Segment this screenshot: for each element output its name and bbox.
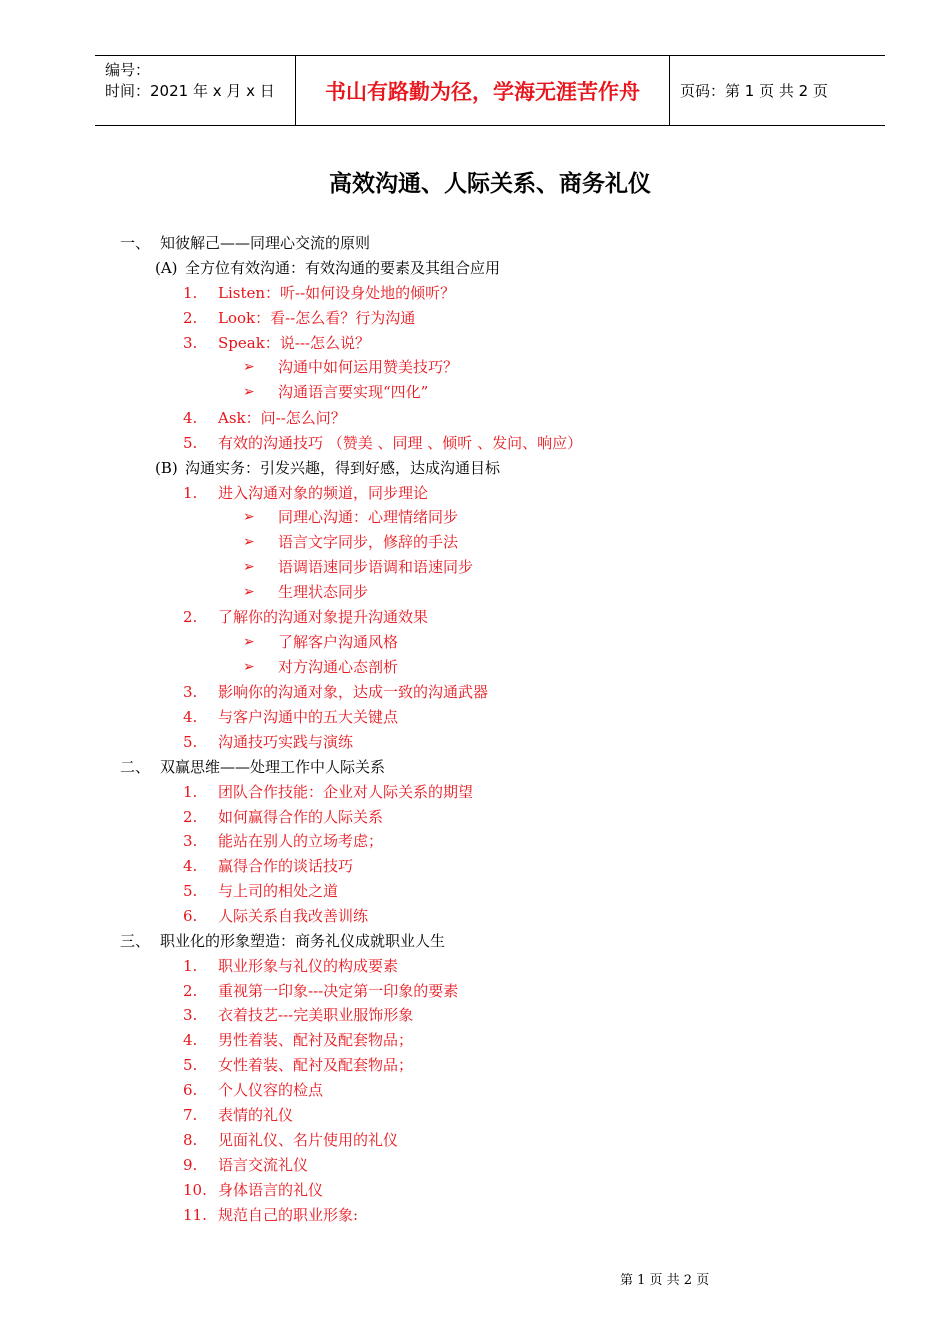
item-text: 规范自己的职业形象: xyxy=(218,1206,359,1224)
item-text: 赢得合作的谈话技巧 xyxy=(218,857,354,875)
item-text: Speak：说---怎么说？ xyxy=(218,334,370,352)
page-header xyxy=(95,55,885,126)
item-number: 1. xyxy=(183,957,198,975)
item-number: 11. xyxy=(183,1206,207,1224)
section-text: 知彼解己——同理心交流的原则 xyxy=(160,234,371,252)
item-number: 5. xyxy=(183,882,198,900)
item-text: 语言交流礼仪 xyxy=(218,1156,309,1174)
item-number: 3. xyxy=(183,1006,198,1024)
section-number: 三、 xyxy=(120,932,151,950)
section-text: 职业化的形象塑造：商务礼仪成就职业人生 xyxy=(160,932,446,950)
arrow-bullet-icon: ➢ xyxy=(243,559,255,575)
item-number: 1. xyxy=(183,783,198,801)
item-text: 能站在别人的立场考虑； xyxy=(218,832,384,850)
item-number: 4. xyxy=(183,708,198,726)
item-text: Listen：听--如何设身处地的倾听？ xyxy=(218,284,456,302)
header-motto: 书山有路勤为径，学海无涯苦作舟 xyxy=(296,56,670,125)
item-text: 个人仪容的检点 xyxy=(218,1081,324,1099)
bullet-text: 生理状态同步 xyxy=(278,583,369,601)
item-text: 人际关系自我改善训练 xyxy=(218,907,369,925)
item-number: 9. xyxy=(183,1156,198,1174)
item-number: 7. xyxy=(183,1106,198,1124)
serial-number-label: 编号： xyxy=(105,61,151,79)
item-text: Look：看--怎么看？行为沟通 xyxy=(218,309,416,327)
item-number: 6. xyxy=(183,907,198,925)
bullet-text: 语调语速同步语调和语速同步 xyxy=(278,558,474,576)
subsection-number: (B) xyxy=(155,459,178,477)
item-text: 身体语言的礼仪 xyxy=(218,1181,324,1199)
time-label: 时间：2021 年 x 月 x 日 xyxy=(105,82,275,100)
header-page-info: 页码：第 1 页 共 2 页 xyxy=(680,82,828,100)
arrow-bullet-icon: ➢ xyxy=(243,534,255,550)
item-text: 了解你的沟通对象提升沟通效果 xyxy=(218,608,429,626)
item-text: 沟通技巧实践与演练 xyxy=(218,733,354,751)
item-text: 衣着技艺---完美职业服饰形象 xyxy=(218,1006,414,1024)
item-text: 团队合作技能：企业对人际关系的期望 xyxy=(218,783,474,801)
item-number: 2. xyxy=(183,808,198,826)
bullet-text: 沟通语言要实现“四化” xyxy=(278,383,429,401)
item-number: 2. xyxy=(183,309,198,327)
bullet-text: 沟通中如何运用赞美技巧？ xyxy=(278,358,459,376)
item-number: 3. xyxy=(183,683,198,701)
item-text: 见面礼仪、名片使用的礼仪 xyxy=(218,1131,399,1149)
item-number: 1. xyxy=(183,484,198,502)
item-text: 影响你的沟通对象，达成一致的沟通武器 xyxy=(218,683,489,701)
arrow-bullet-icon: ➢ xyxy=(243,359,255,375)
item-text: 重视第一印象---决定第一印象的要素 xyxy=(218,982,459,1000)
subsection-number: (A) xyxy=(155,259,178,277)
item-number: 6. xyxy=(183,1081,198,1099)
item-number: 2. xyxy=(183,982,198,1000)
item-text: 职业形象与礼仪的构成要素 xyxy=(218,957,399,975)
item-text: 进入沟通对象的频道，同步理论 xyxy=(218,484,429,502)
item-text: 有效的沟通技巧 （赞美 、同理 、倾听 、发问、响应） xyxy=(218,434,583,452)
page-footer: 第 1 页 共 2 页 xyxy=(620,1273,710,1288)
item-text: 女性着装、配衬及配套物品； xyxy=(218,1056,414,1074)
item-number: 3. xyxy=(183,832,198,850)
header-meta xyxy=(95,56,296,125)
bullet-text: 语言文字同步，修辞的手法 xyxy=(278,533,459,551)
item-number: 5. xyxy=(183,1056,198,1074)
item-number: 1. xyxy=(183,284,198,302)
arrow-bullet-icon: ➢ xyxy=(243,634,255,650)
section-number: 二、 xyxy=(120,758,151,776)
subsection-text: 沟通实务：引发兴趣，得到好感，达成沟通目标 xyxy=(185,459,501,477)
section-text: 双赢思维——处理工作中人际关系 xyxy=(160,758,386,776)
item-number: 4. xyxy=(183,857,198,875)
item-number: 5. xyxy=(183,434,198,452)
item-number: 3. xyxy=(183,334,198,352)
item-text: 与上司的相处之道 xyxy=(218,882,339,900)
item-number: 8. xyxy=(183,1131,198,1149)
section-number: 一、 xyxy=(120,234,151,252)
item-number: 2. xyxy=(183,608,198,626)
document-title: 高效沟通、人际关系、商务礼仪 xyxy=(329,171,651,197)
bullet-text: 了解客户沟通风格 xyxy=(278,633,399,651)
item-text: 男性着装、配衬及配套物品； xyxy=(218,1031,414,1049)
arrow-bullet-icon: ➢ xyxy=(243,384,255,400)
arrow-bullet-icon: ➢ xyxy=(243,509,255,525)
arrow-bullet-icon: ➢ xyxy=(243,584,255,600)
bullet-text: 对方沟通心态剖析 xyxy=(278,658,399,676)
item-text: 与客户沟通中的五大关键点 xyxy=(218,708,399,726)
subsection-text: 全方位有效沟通：有效沟通的要素及其组合应用 xyxy=(185,259,501,277)
item-number: 10. xyxy=(183,1181,207,1199)
item-text: 如何赢得合作的人际关系 xyxy=(218,808,384,826)
item-text: 表情的礼仪 xyxy=(218,1106,294,1124)
item-text: Ask：问--怎么问？ xyxy=(218,409,346,427)
item-number: 5. xyxy=(183,733,198,751)
item-number: 4. xyxy=(183,409,198,427)
bullet-text: 同理心沟通：心理情绪同步 xyxy=(278,508,459,526)
item-number: 4. xyxy=(183,1031,198,1049)
arrow-bullet-icon: ➢ xyxy=(243,659,255,675)
